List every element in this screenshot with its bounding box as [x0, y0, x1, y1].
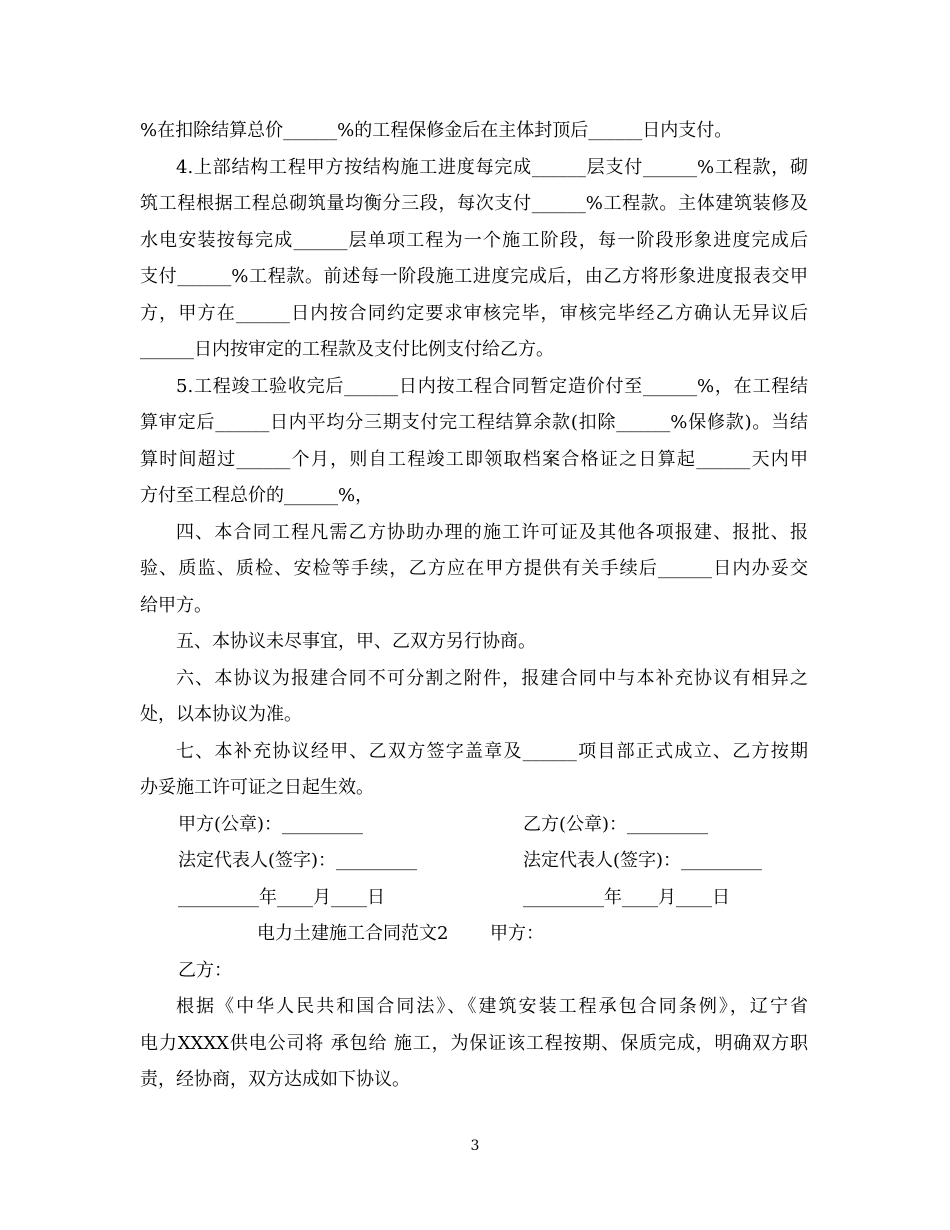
representative-row: [140, 843, 808, 880]
paragraph-line: 方，甲方在______日内按合同约定要求审核完毕，审核完毕经乙方确认无异议后: [140, 302, 808, 324]
paragraph-line: ______日内按审定的工程款及支付比例支付给乙方。: [140, 339, 554, 360]
paragraph-line: 根据《中华人民共和国合同法》、《建筑安装工程承包合同条例》，辽宁省: [176, 996, 808, 1017]
page-number: 3: [470, 1138, 480, 1154]
document-body: [140, 113, 808, 1099]
next-contract-party-b-row: [140, 953, 808, 990]
paragraph-line: 处，以本协议为准。: [140, 704, 302, 725]
date-row: [140, 880, 808, 917]
paragraph-line: 四、本合同工程凡需乙方协助办理的施工许可证及其他各项报建、报批、报: [176, 521, 808, 543]
paragraph-line: 验、质监、质检、安检等手续，乙方应在甲方提供有关手续后______日内办妥交: [140, 558, 808, 579]
paragraph-line: 五、本协议未尽事宜，甲、乙双方另行协商。: [176, 631, 536, 652]
paragraph-line: 六、本协议为报建合同不可分割之附件，报建合同中与本补充协议有相异之: [176, 667, 808, 689]
paragraph-line: 办妥施工许可证之日起生效。: [140, 777, 374, 798]
clause-5-completion-payment: [140, 369, 808, 515]
next-contract-party-b: 乙方：: [178, 959, 232, 981]
next-contract-preamble: [140, 989, 808, 1099]
next-contract-heading-row: [140, 916, 808, 953]
paragraph-line: 七、本补充协议经甲、乙双方签字盖章及______项目部正式成立、乙方按期: [176, 740, 808, 762]
clause-4-payment-schedule: [140, 150, 808, 369]
next-contract-party-a: 甲方：: [490, 923, 544, 944]
clause-continuation: [140, 113, 808, 150]
party-b-date-field: _________年____月____日: [523, 886, 730, 908]
signature-block: [140, 807, 808, 917]
paragraph-line: 水电安装按每完成______层单项工程为一个施工阶段，每一阶段形象进度完成后: [140, 229, 808, 251]
party-a-representative-field: 法定代表人(签字)：_________: [178, 850, 418, 871]
paragraph-line: 4.上部结构工程甲方按结构施工进度每完成______层支付______%工程款，砌: [176, 156, 808, 178]
party-a-date-field: _________年____月____日: [178, 886, 385, 908]
paragraph-line: 算审定后______日内平均分三期支付完工程结算余款(扣除______%保修款)。当结: [140, 412, 808, 433]
paragraph-line: 支付______%工程款。前述每一阶段施工进度完成后，由乙方将形象进度报表交甲: [140, 266, 808, 287]
article-5-other-matters: [140, 624, 808, 661]
paragraph-line: 筑工程根据工程总砌筑量均衡分三段，每次支付______%工程款。主体建筑装修及: [140, 193, 808, 214]
party-a-seal-field: 甲方(公章)：_________: [178, 813, 364, 835]
paragraph-line: 方付至工程总价的______%，: [140, 485, 374, 506]
next-contract-section: [140, 916, 808, 1099]
paragraph-line: 算时间超过______个月，则自工程竣工即领取档案合格证之日算起______天内甲: [140, 448, 808, 470]
paragraph-line: %在扣除结算总价______%的工程保修金后在主体封顶后______日内支付。: [140, 120, 733, 141]
article-6-annex: [140, 661, 808, 734]
paragraph-line: 5.工程竣工验收完后______日内按工程合同暂定造价付至______%，在工程结: [176, 375, 808, 397]
article-7-effective-date: [140, 734, 808, 807]
article-4-permits: [140, 515, 808, 625]
paragraph-line: 给甲方。: [140, 594, 212, 616]
party-b-seal-field: 乙方(公章)：_________: [523, 813, 709, 835]
paragraph-line: 责，经协商，双方达成如下协议。: [140, 1069, 410, 1090]
seal-row: [140, 807, 808, 844]
party-b-representative-field: 法定代表人(签字)：_________: [523, 850, 763, 871]
paragraph-line: 电力XXXX供电公司将 承包给 施工，为保证该工程按期、保质完成，明确双方职: [140, 1032, 808, 1054]
next-contract-title: 电力土建施工合同范文2: [257, 923, 449, 944]
